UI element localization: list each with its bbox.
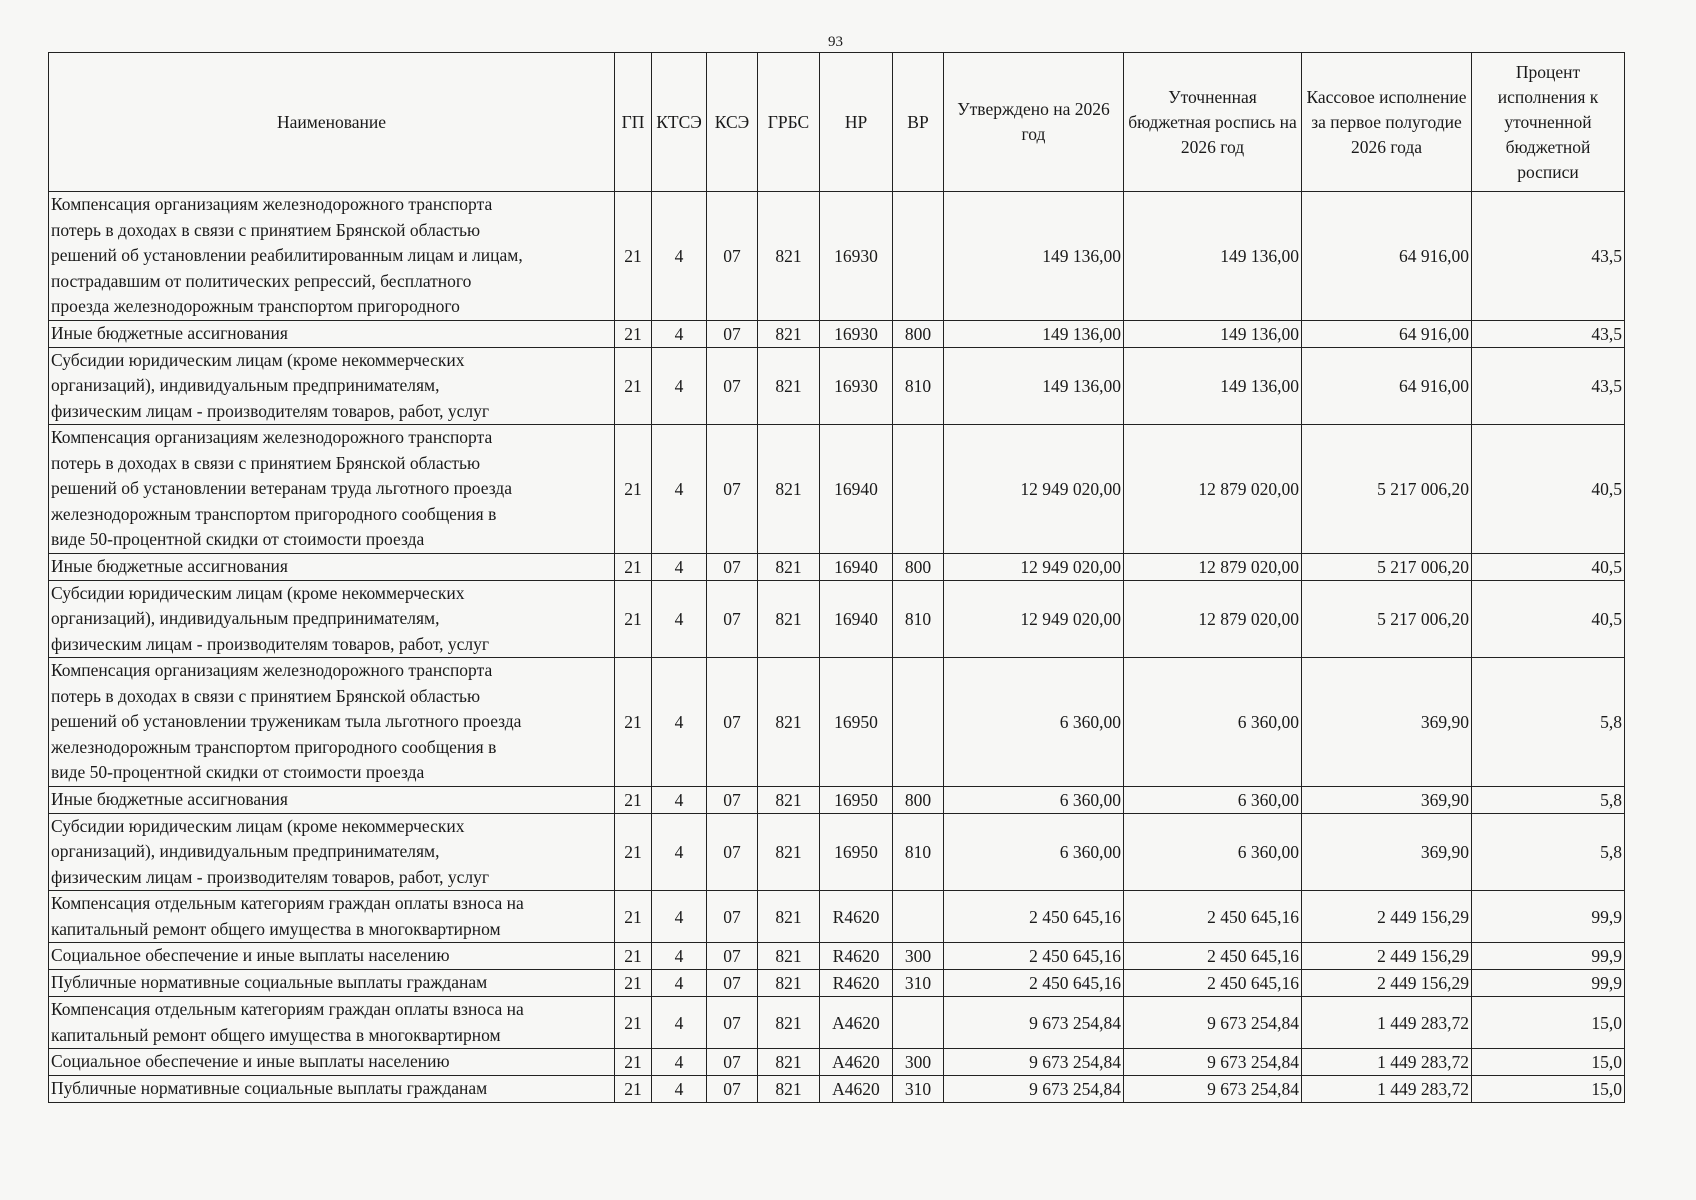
cell-percent: 5,8 (1472, 786, 1625, 813)
cell-name-line: Субсидии юридическим лицам (кроме некоммерческих (51, 582, 465, 603)
cell-executed: 64 916,00 (1302, 192, 1472, 321)
page-number: 93 (828, 34, 843, 50)
cell-kse: 07 (707, 813, 758, 891)
cell-kse: 07 (707, 553, 758, 580)
cell-vr (893, 658, 944, 787)
header-ktse: КТСЭ (652, 53, 707, 192)
cell-gp: 21 (615, 658, 652, 787)
cell-refined: 6 360,00 (1124, 786, 1302, 813)
cell-percent: 43,5 (1472, 192, 1625, 321)
cell-kse: 07 (707, 997, 758, 1049)
cell-name (49, 425, 615, 554)
cell-grbs: 821 (758, 997, 820, 1049)
cell-name (49, 891, 615, 943)
cell-name-line: Компенсация организациям железнодорожного транспорта (51, 194, 493, 214)
cell-name-line: Иные бюджетные ассигнования (51, 322, 288, 343)
cell-vr: 810 (893, 347, 944, 425)
header-approved: Утверждено на 2026 год (944, 53, 1124, 192)
cell-nr: 16940 (820, 425, 893, 554)
cell-refined: 2 450 645,16 (1124, 943, 1302, 970)
cell-nr: A4620 (820, 1049, 893, 1076)
cell-refined: 6 360,00 (1124, 813, 1302, 891)
cell-executed: 369,90 (1302, 658, 1472, 787)
cell-vr: 800 (893, 320, 944, 347)
cell-name-line: решений об установлении труженикам тыла льготного проезда (51, 711, 522, 731)
cell-name-line: Иные бюджетные ассигнования (51, 555, 288, 576)
cell-name (49, 1049, 615, 1076)
cell-ktse: 4 (652, 658, 707, 787)
cell-grbs: 821 (758, 553, 820, 580)
cell-approved: 149 136,00 (944, 192, 1124, 321)
cell-executed: 2 449 156,29 (1302, 970, 1472, 997)
cell-refined: 2 450 645,16 (1124, 891, 1302, 943)
cell-ktse: 4 (652, 1076, 707, 1103)
cell-kse: 07 (707, 786, 758, 813)
cell-executed: 2 449 156,29 (1302, 943, 1472, 970)
cell-name-line: Субсидии юридическим лицам (кроме некоммерческих (51, 815, 465, 836)
cell-nr: R4620 (820, 970, 893, 997)
cell-name-line: потерь в доходах в связи с принятием Брянской областью (51, 685, 481, 706)
cell-name (49, 192, 615, 321)
cell-refined: 9 673 254,84 (1124, 1076, 1302, 1103)
table-row (49, 943, 1625, 970)
cell-gp: 21 (615, 320, 652, 347)
cell-kse: 07 (707, 891, 758, 943)
cell-executed: 5 217 006,20 (1302, 580, 1472, 658)
cell-vr (893, 997, 944, 1049)
table-row (49, 813, 1625, 891)
cell-name (49, 1076, 615, 1103)
cell-name-line: Компенсация отдельным категориям граждан оплаты взноса на (51, 893, 524, 913)
cell-percent: 40,5 (1472, 580, 1625, 658)
cell-refined: 149 136,00 (1124, 320, 1302, 347)
cell-executed: 1 449 283,72 (1302, 1076, 1472, 1103)
cell-name (49, 320, 615, 347)
cell-percent: 5,8 (1472, 813, 1625, 891)
header-vr: ВР (893, 53, 944, 192)
cell-ktse: 4 (652, 320, 707, 347)
table-row (49, 658, 1625, 787)
header-nr: НР (820, 53, 893, 192)
cell-nr: 16930 (820, 347, 893, 425)
cell-kse: 07 (707, 1049, 758, 1076)
cell-ktse: 4 (652, 192, 707, 321)
cell-vr: 800 (893, 786, 944, 813)
cell-name-line: потерь в доходах в связи с принятием Брянской областью (51, 452, 481, 473)
cell-name-line: решений об установлении ветеранам труда льготного проезда (51, 478, 512, 498)
cell-vr: 810 (893, 813, 944, 891)
cell-kse: 07 (707, 347, 758, 425)
cell-grbs: 821 (758, 425, 820, 554)
cell-approved: 12 949 020,00 (944, 553, 1124, 580)
cell-name-line: виде 50-процентной скидки от стоимости проезда (51, 762, 425, 782)
cell-name (49, 580, 615, 658)
cell-refined: 9 673 254,84 (1124, 1049, 1302, 1076)
cell-percent: 43,5 (1472, 347, 1625, 425)
cell-name (49, 970, 615, 997)
cell-executed: 1 449 283,72 (1302, 997, 1472, 1049)
cell-name-line: физическим лицам - производителям товаров, работ, услуг (51, 866, 490, 887)
cell-vr: 310 (893, 1076, 944, 1103)
cell-percent: 43,5 (1472, 320, 1625, 347)
cell-approved: 12 949 020,00 (944, 580, 1124, 658)
cell-executed: 5 217 006,20 (1302, 553, 1472, 580)
cell-nr: 16930 (820, 192, 893, 321)
cell-nr: R4620 (820, 943, 893, 970)
cell-executed: 64 916,00 (1302, 320, 1472, 347)
cell-kse: 07 (707, 943, 758, 970)
cell-name (49, 813, 615, 891)
cell-nr: 16940 (820, 553, 893, 580)
header-executed: Кассовое исполнение за первое полугодие 2026 года (1302, 53, 1472, 192)
cell-executed: 5 217 006,20 (1302, 425, 1472, 554)
cell-name-line: Социальное обеспечение и иные выплаты населению (51, 945, 450, 966)
cell-approved: 2 450 645,16 (944, 891, 1124, 943)
cell-gp: 21 (615, 192, 652, 321)
cell-gp: 21 (615, 1076, 652, 1103)
cell-name-line: капитальный ремонт общего имущества в многоквартирном (51, 1024, 501, 1045)
cell-gp: 21 (615, 943, 652, 970)
cell-gp: 21 (615, 425, 652, 554)
cell-approved: 9 673 254,84 (944, 1076, 1124, 1103)
cell-ktse: 4 (652, 813, 707, 891)
cell-grbs: 821 (758, 786, 820, 813)
cell-name-line: Компенсация организациям железнодорожного транспорта (51, 660, 493, 680)
cell-grbs: 821 (758, 580, 820, 658)
cell-percent: 5,8 (1472, 658, 1625, 787)
cell-name (49, 658, 615, 787)
cell-name-line: организаций), индивидуальным предпринимателям, (51, 841, 440, 861)
cell-approved: 9 673 254,84 (944, 997, 1124, 1049)
cell-name-line: Публичные нормативные социальные выплаты гражданам (51, 972, 488, 993)
cell-nr: 16930 (820, 320, 893, 347)
cell-name-line: организаций), индивидуальным предпринимателям, (51, 608, 440, 628)
cell-refined: 149 136,00 (1124, 347, 1302, 425)
cell-name-line: проезда железнодорожным транспортом пригородного (51, 296, 460, 316)
cell-approved: 2 450 645,16 (944, 943, 1124, 970)
cell-refined: 12 879 020,00 (1124, 580, 1302, 658)
cell-nr: A4620 (820, 997, 893, 1049)
cell-gp: 21 (615, 553, 652, 580)
cell-executed: 369,90 (1302, 786, 1472, 813)
header-refined: Уточненная бюджетная роспись на 2026 год (1124, 53, 1302, 192)
header-gp: ГП (615, 53, 652, 192)
cell-name-line: потерь в доходах в связи с принятием Брянской областью (51, 219, 481, 240)
cell-percent: 15,0 (1472, 997, 1625, 1049)
cell-vr: 800 (893, 553, 944, 580)
cell-name (49, 553, 615, 580)
table-row (49, 970, 1625, 997)
cell-percent: 40,5 (1472, 553, 1625, 580)
cell-nr: 16950 (820, 786, 893, 813)
cell-grbs: 821 (758, 347, 820, 425)
cell-name-line: Социальное обеспечение и иные выплаты населению (51, 1051, 450, 1072)
cell-grbs: 821 (758, 658, 820, 787)
cell-approved: 149 136,00 (944, 347, 1124, 425)
cell-grbs: 821 (758, 320, 820, 347)
cell-name (49, 997, 615, 1049)
cell-name-line: организаций), индивидуальным предпринимателям, (51, 375, 440, 395)
cell-percent: 99,9 (1472, 970, 1625, 997)
table-row (49, 553, 1625, 580)
cell-refined: 12 879 020,00 (1124, 553, 1302, 580)
cell-executed: 64 916,00 (1302, 347, 1472, 425)
cell-name-line: пострадавшим от политических репрессий, бесплатного (51, 270, 472, 291)
cell-percent: 99,9 (1472, 943, 1625, 970)
cell-vr (893, 891, 944, 943)
cell-refined: 12 879 020,00 (1124, 425, 1302, 554)
budget-table (48, 52, 1625, 1103)
table-row (49, 786, 1625, 813)
cell-ktse: 4 (652, 425, 707, 554)
cell-refined: 2 450 645,16 (1124, 970, 1302, 997)
cell-executed: 369,90 (1302, 813, 1472, 891)
cell-gp: 21 (615, 813, 652, 891)
header-name: Наименование (49, 53, 615, 192)
cell-name-line: Иные бюджетные ассигнования (51, 788, 288, 809)
cell-name-line: Компенсация отдельным категориям граждан оплаты взноса на (51, 999, 524, 1019)
cell-ktse: 4 (652, 786, 707, 813)
cell-refined: 9 673 254,84 (1124, 997, 1302, 1049)
cell-executed: 1 449 283,72 (1302, 1049, 1472, 1076)
table-row (49, 347, 1625, 425)
cell-name-line: решений об установлении реабилитированным лицам и лицам, (51, 245, 523, 265)
cell-grbs: 821 (758, 943, 820, 970)
cell-ktse: 4 (652, 970, 707, 997)
cell-percent: 15,0 (1472, 1076, 1625, 1103)
cell-name-line: Компенсация организациям железнодорожного транспорта (51, 427, 493, 447)
cell-grbs: 821 (758, 813, 820, 891)
cell-ktse: 4 (652, 891, 707, 943)
cell-percent: 40,5 (1472, 425, 1625, 554)
header-kse: КСЭ (707, 53, 758, 192)
cell-percent: 99,9 (1472, 891, 1625, 943)
cell-name-line: капитальный ремонт общего имущества в многоквартирном (51, 918, 501, 939)
cell-nr: 16950 (820, 658, 893, 787)
cell-nr: R4620 (820, 891, 893, 943)
table-row (49, 425, 1625, 554)
table-row (49, 580, 1625, 658)
cell-grbs: 821 (758, 1076, 820, 1103)
cell-kse: 07 (707, 192, 758, 321)
cell-vr: 300 (893, 1049, 944, 1076)
header-percent: Процент исполнения к уточненной бюджетной росписи (1472, 53, 1625, 192)
cell-vr: 310 (893, 970, 944, 997)
cell-name (49, 347, 615, 425)
cell-gp: 21 (615, 970, 652, 997)
cell-grbs: 821 (758, 970, 820, 997)
cell-gp: 21 (615, 997, 652, 1049)
cell-name-line: железнодорожным транспортом пригородного сообщения в (51, 503, 497, 524)
header-grbs: ГРБС (758, 53, 820, 192)
cell-gp: 21 (615, 347, 652, 425)
cell-nr: A4620 (820, 1076, 893, 1103)
cell-kse: 07 (707, 658, 758, 787)
cell-kse: 07 (707, 970, 758, 997)
table-header (49, 53, 1625, 192)
cell-name-line: физическим лицам - производителям товаров, работ, услуг (51, 400, 490, 421)
cell-ktse: 4 (652, 347, 707, 425)
cell-name-line: Публичные нормативные социальные выплаты гражданам (51, 1078, 488, 1099)
cell-name (49, 786, 615, 813)
cell-gp: 21 (615, 1049, 652, 1076)
cell-approved: 2 450 645,16 (944, 970, 1124, 997)
cell-vr: 810 (893, 580, 944, 658)
cell-ktse: 4 (652, 1049, 707, 1076)
cell-ktse: 4 (652, 997, 707, 1049)
table-row (49, 997, 1625, 1049)
cell-gp: 21 (615, 786, 652, 813)
cell-name-line: железнодорожным транспортом пригородного сообщения в (51, 736, 497, 757)
cell-name-line: физическим лицам - производителям товаров, работ, услуг (51, 633, 490, 654)
table-body (49, 192, 1625, 1103)
cell-grbs: 821 (758, 1049, 820, 1076)
cell-approved: 12 949 020,00 (944, 425, 1124, 554)
cell-kse: 07 (707, 1076, 758, 1103)
cell-gp: 21 (615, 891, 652, 943)
table-row (49, 1076, 1625, 1103)
cell-kse: 07 (707, 580, 758, 658)
cell-name-line: виде 50-процентной скидки от стоимости проезда (51, 529, 425, 549)
cell-grbs: 821 (758, 891, 820, 943)
cell-kse: 07 (707, 425, 758, 554)
cell-approved: 6 360,00 (944, 786, 1124, 813)
cell-ktse: 4 (652, 580, 707, 658)
cell-percent: 15,0 (1472, 1049, 1625, 1076)
cell-kse: 07 (707, 320, 758, 347)
cell-nr: 16940 (820, 580, 893, 658)
cell-approved: 9 673 254,84 (944, 1049, 1124, 1076)
cell-vr (893, 425, 944, 554)
table-row (49, 192, 1625, 321)
cell-name-line: Субсидии юридическим лицам (кроме некоммерческих (51, 349, 465, 370)
cell-gp: 21 (615, 580, 652, 658)
cell-executed: 2 449 156,29 (1302, 891, 1472, 943)
cell-approved: 6 360,00 (944, 813, 1124, 891)
cell-refined: 6 360,00 (1124, 658, 1302, 787)
cell-grbs: 821 (758, 192, 820, 321)
cell-refined: 149 136,00 (1124, 192, 1302, 321)
cell-approved: 6 360,00 (944, 658, 1124, 787)
cell-vr: 300 (893, 943, 944, 970)
cell-approved: 149 136,00 (944, 320, 1124, 347)
table-row (49, 1049, 1625, 1076)
cell-vr (893, 192, 944, 321)
table-row (49, 320, 1625, 347)
cell-name (49, 943, 615, 970)
table-row (49, 891, 1625, 943)
cell-nr: 16950 (820, 813, 893, 891)
cell-ktse: 4 (652, 943, 707, 970)
cell-ktse: 4 (652, 553, 707, 580)
